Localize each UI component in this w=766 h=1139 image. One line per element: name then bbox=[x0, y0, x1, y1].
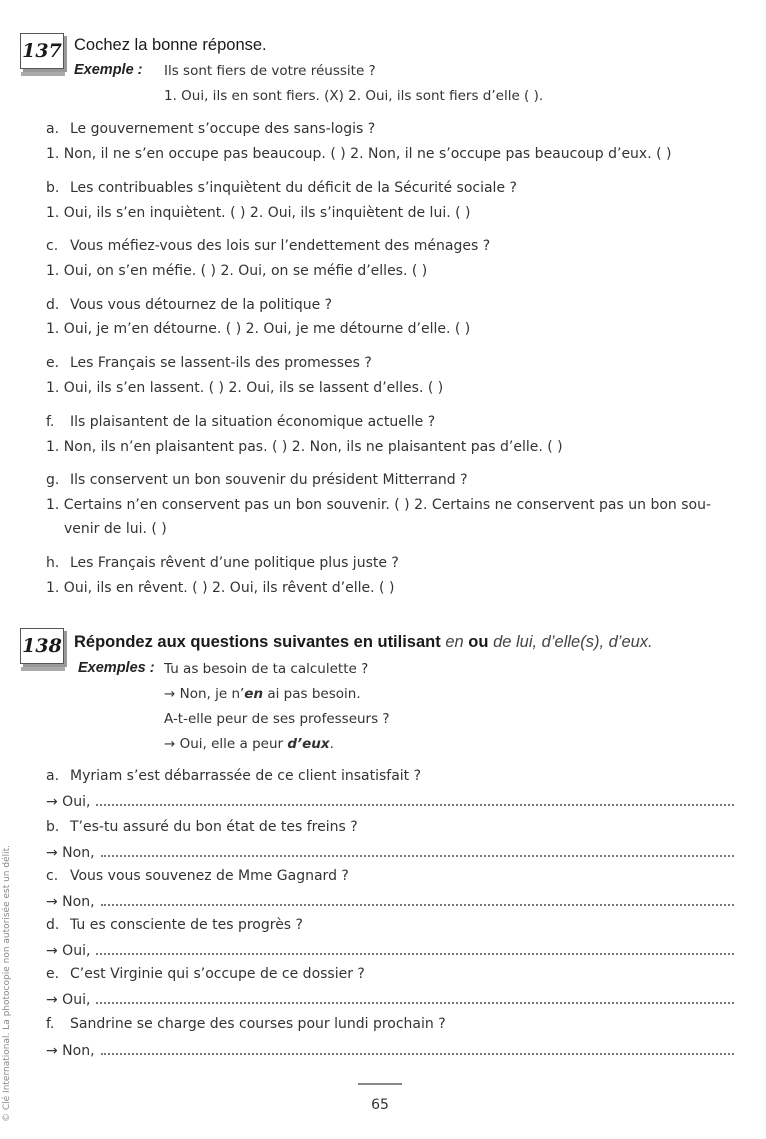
question-138-e: e. C’est Virginie qui s’occupe de ce dossier ? bbox=[46, 966, 365, 982]
answer-line-138-b[interactable]: → Non, bbox=[46, 843, 734, 861]
answer-line-138-e[interactable]: → Oui, bbox=[46, 990, 734, 1008]
question-137-b: b. Les contribuables s’inquiètent du déficit de la Sécurité sociale ? bbox=[46, 180, 517, 196]
example-2-answer: → Oui, elle a peur d’eux. bbox=[164, 736, 334, 752]
answer-line-138-d[interactable]: → Oui, bbox=[46, 941, 734, 959]
copyright-note: © Clé International. La photocopie non autorisée est un délit. bbox=[2, 844, 12, 1122]
example-1-answer: → Non, je n’en ai pas besoin. bbox=[164, 686, 361, 702]
question-138-c: c. Vous vous souvenez de Mme Gagnard ? bbox=[46, 868, 349, 884]
answer-choices-137-f[interactable]: 1. Non, ils n’en plaisantent pas. ( ) 2. Non, ils ne plaisantent pas d’elle. ( ) bbox=[46, 439, 563, 455]
question-138-d: d. Tu es consciente de tes progrès ? bbox=[46, 917, 303, 933]
page-number-rule bbox=[358, 1083, 402, 1085]
question-137-h: h. Les Français rêvent d’une politique plus juste ? bbox=[46, 555, 399, 571]
answer-line-138-c[interactable]: → Non, bbox=[46, 892, 734, 910]
question-137-e: e. Les Français se lassent-ils des promesses ? bbox=[46, 355, 372, 371]
example-2-question: A-t-elle peur de ses professeurs ? bbox=[164, 711, 390, 727]
answer-line-138-a[interactable]: → Oui, bbox=[46, 792, 734, 810]
exercise-138-title: Répondez aux questions suivantes en utilisant en ou de lui, d’elle(s), d’eux. bbox=[74, 633, 653, 651]
examples-label: Exemples : bbox=[78, 660, 155, 676]
answer-choices-137-b[interactable]: 1. Oui, ils s’en inquiètent. ( ) 2. Oui, ils s’inquiètent de lui. ( ) bbox=[46, 205, 471, 221]
exercise-number: 137 bbox=[22, 40, 62, 62]
exercise-number-badge-138 bbox=[20, 628, 64, 664]
example-question: Ils sont fiers de votre réussite ? bbox=[164, 63, 376, 79]
question-137-c: c. Vous méfiez-vous des lois sur l’endettement des ménages ? bbox=[46, 238, 491, 254]
answer-choices-137-g-continued: venir de lui. ( ) bbox=[64, 521, 167, 537]
exercise-number-badge-137 bbox=[20, 33, 64, 69]
answer-choices-137-c[interactable]: 1. Oui, on s’en méfie. ( ) 2. Oui, on se méfie d’elles. ( ) bbox=[46, 263, 428, 279]
question-137-f: f. Ils plaisantent de la situation économique actuelle ? bbox=[46, 414, 436, 430]
exercise-number: 138 bbox=[22, 635, 62, 657]
answer-choices-137-e[interactable]: 1. Oui, ils s’en lassent. ( ) 2. Oui, ils se lassent d’elles. ( ) bbox=[46, 380, 444, 396]
page-number: 65 bbox=[371, 1097, 389, 1113]
answer-line-138-f[interactable]: → Non, bbox=[46, 1041, 734, 1059]
question-137-g: g. Ils conservent un bon souvenir du président Mitterrand ? bbox=[46, 472, 468, 488]
exercise-137-title: Cochez la bonne réponse. bbox=[74, 36, 267, 54]
example-answer: 1. Oui, ils en sont fiers. (X) 2. Oui, ils sont fiers d’elle ( ). bbox=[164, 88, 544, 104]
example-label: Exemple : bbox=[74, 62, 143, 78]
question-138-a: a. Myriam s’est débarrassée de ce client insatisfait ? bbox=[46, 768, 422, 784]
example-1-question: Tu as besoin de ta calculette ? bbox=[164, 661, 369, 677]
answer-choices-137-g[interactable]: 1. Certains n’en conservent pas un bon souvenir. ( ) 2. Certains ne conservent pas un bon sou- bbox=[46, 497, 712, 513]
question-138-b: b. T’es-tu assuré du bon état de tes freins ? bbox=[46, 819, 358, 835]
answer-choices-137-d[interactable]: 1. Oui, je m’en détourne. ( ) 2. Oui, je me détourne d’elle. ( ) bbox=[46, 321, 471, 337]
question-137-a: a. Le gouvernement s’occupe des sans-logis ? bbox=[46, 121, 376, 137]
answer-choices-137-h[interactable]: 1. Oui, ils en rêvent. ( ) 2. Oui, ils rêvent d’elle. ( ) bbox=[46, 580, 395, 596]
question-138-f: f. Sandrine se charge des courses pour lundi prochain ? bbox=[46, 1016, 446, 1032]
question-137-d: d. Vous vous détournez de la politique ? bbox=[46, 297, 333, 313]
answer-choices-137-a[interactable]: 1. Non, il ne s’en occupe pas beaucoup. ( ) 2. Non, il ne s’occupe pas beaucoup d’eux. ( ) bbox=[46, 146, 672, 162]
